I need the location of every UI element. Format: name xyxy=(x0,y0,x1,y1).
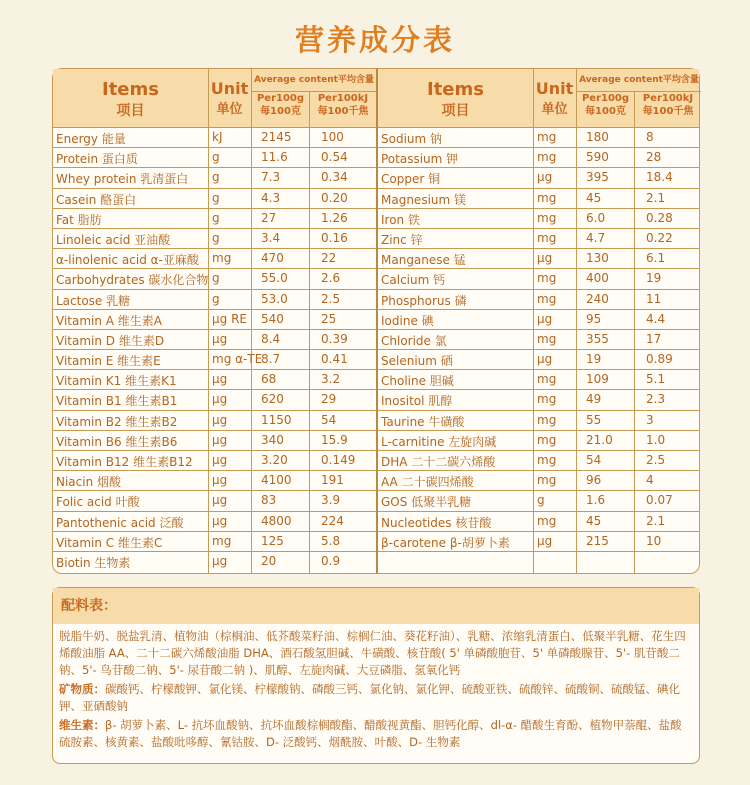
item-name: Vitamin B2 维生素B2 xyxy=(56,414,178,429)
per100kj-cell: 100 xyxy=(321,130,344,144)
per100kj-cell: 0.54 xyxy=(321,150,348,165)
table-row xyxy=(53,167,376,187)
table-row xyxy=(53,531,376,551)
unit-cell: kJ xyxy=(212,130,223,144)
per100g-cell: 2145 xyxy=(261,130,292,144)
per100kj-cell: 18.4 xyxy=(646,170,673,185)
nutrition-table xyxy=(52,68,700,574)
item-name: Selenium 硒 xyxy=(381,354,453,369)
unit-cell: μg xyxy=(212,473,228,488)
per100g-cell: 45 xyxy=(586,513,602,528)
unit-cell: mg xyxy=(537,432,557,447)
item-name: Biotin 生物素 xyxy=(56,555,131,570)
unit-cell: μg xyxy=(212,453,228,467)
table-row xyxy=(378,167,699,187)
per100g-cell: 68 xyxy=(261,372,277,387)
per100g-cell: 3.20 xyxy=(261,453,288,467)
per100g-cell: 7.3 xyxy=(261,170,281,185)
avg-header: Average content平均含量 xyxy=(252,69,376,92)
table-row xyxy=(53,369,376,389)
table-row xyxy=(378,410,699,430)
item-name: Sodium 钠 xyxy=(381,132,443,146)
ingredients-body xyxy=(53,624,699,751)
left-rows xyxy=(53,127,376,571)
table-row xyxy=(378,389,699,409)
per100kj-cn: 每100千焦 xyxy=(642,106,694,117)
per100g-cell: 21.0 xyxy=(586,432,613,447)
item-name: Choline 胆碱 xyxy=(381,374,454,389)
per100g-cell: 1.6 xyxy=(586,493,606,508)
per100kj-cell: 3 xyxy=(646,412,654,427)
unit-cell: mg xyxy=(537,372,557,387)
item-name: Vitamin B1 维生素B1 xyxy=(56,394,178,409)
unit-cell: g xyxy=(212,190,220,205)
item-name: Whey protein 乳清蛋白 xyxy=(56,172,189,187)
unit-cell: μg xyxy=(212,331,228,346)
table-row xyxy=(53,208,376,228)
per100g-cell: 55 xyxy=(586,412,602,427)
unit-cell: μg xyxy=(212,412,228,427)
unit-cell: g xyxy=(212,291,220,306)
table-row xyxy=(53,511,376,531)
per100g-cn: 每100克 xyxy=(585,106,626,117)
per100g-cell: 4.7 xyxy=(586,230,606,245)
item-name: Phosphorus 磷 xyxy=(381,293,467,308)
unit-cell: mg xyxy=(537,331,557,346)
table-row xyxy=(53,349,376,369)
avg-header: Average content平均含量 xyxy=(577,69,701,92)
item-name: Magnesium 镁 xyxy=(381,192,467,207)
item-name: Niacin 烟酸 xyxy=(56,475,122,490)
unit-cell: mg xyxy=(537,291,557,306)
items-header-cn: 项目 xyxy=(116,103,145,119)
per100kj-header xyxy=(635,92,701,127)
per100g-cell: 400 xyxy=(586,271,609,286)
unit-cell: mg α-TE xyxy=(212,352,263,367)
per100kj-cell: 191 xyxy=(321,473,344,488)
table-row xyxy=(378,511,699,531)
per100kj-cell: 4.4 xyxy=(646,311,666,326)
item-name: Vitamin A 维生素A xyxy=(56,313,163,328)
table-row xyxy=(378,147,699,167)
item-name: DHA 二十二碳六烯酸 xyxy=(381,455,496,469)
item-name: Fat 脂肪 xyxy=(56,212,102,227)
items-header-en: Items xyxy=(427,79,484,100)
table-row xyxy=(53,551,376,571)
per100kj-cell: 0.41 xyxy=(321,352,348,367)
per100kj-cell: 29 xyxy=(321,392,337,407)
table-row xyxy=(53,248,376,268)
table-header xyxy=(378,69,699,127)
per100kj-cell: 5.1 xyxy=(646,372,666,387)
item-name: Lactose 乳糖 xyxy=(56,293,131,308)
per100g-en: Per100g xyxy=(581,93,630,104)
unit-cell: mg xyxy=(212,533,232,548)
unit-cell: μg xyxy=(212,392,228,407)
per100kj-cell: 3.9 xyxy=(321,493,341,508)
per100g-cell: 54 xyxy=(586,453,602,467)
item-name: L-carnitine 左旋肉碱 xyxy=(381,434,497,449)
item-name: α-linolenic acid α-亚麻酸 xyxy=(56,253,199,268)
table-row xyxy=(378,289,699,309)
items-header-cn: 项目 xyxy=(441,103,470,119)
item-name: Taurine 牛磺酸 xyxy=(381,414,465,429)
per100kj-cell: 25 xyxy=(321,311,337,326)
per100g-header xyxy=(577,92,635,127)
item-name: Calcium 钙 xyxy=(381,273,446,288)
ingredients-panel xyxy=(52,587,700,764)
per100kj-en: Per100kJ xyxy=(642,93,694,104)
unit-cell: g xyxy=(212,150,220,165)
unit-cell: μg xyxy=(537,311,553,326)
per100kj-cell: 2.5 xyxy=(646,453,666,467)
per100kj-cell: 28 xyxy=(646,150,662,165)
unit-cell: μg xyxy=(537,170,553,185)
unit-cell: μg xyxy=(537,352,553,367)
unit-cell: mg xyxy=(537,473,557,488)
unit-cell: mg xyxy=(537,412,557,427)
item-name: Vitamin K1 维生素K1 xyxy=(56,374,177,389)
table-row xyxy=(378,450,699,470)
per100g-cell: 620 xyxy=(261,392,284,407)
unit-cell: g xyxy=(212,170,220,185)
item-name: Chloride 氯 xyxy=(381,333,447,348)
unit-header xyxy=(208,69,252,127)
unit-cell: mg xyxy=(537,130,557,144)
per100kj-header xyxy=(310,92,376,127)
per100kj-cell: 3.2 xyxy=(321,372,341,387)
per100g-cell: 240 xyxy=(586,291,609,306)
items-header xyxy=(378,69,534,127)
per100g-cn: 每100克 xyxy=(260,106,301,117)
table-header xyxy=(53,69,376,127)
item-name: Zinc 锌 xyxy=(381,232,423,247)
per100kj-cell: 0.89 xyxy=(646,352,673,367)
per100g-cell: 590 xyxy=(586,150,609,165)
unit-cell: μg xyxy=(212,432,228,447)
unit-cell: g xyxy=(212,230,220,245)
table-right-half xyxy=(376,69,699,573)
table-row xyxy=(53,470,376,490)
per100g-cell: 215 xyxy=(586,533,609,548)
per100g-cell: 6.0 xyxy=(586,210,606,225)
vitamins-text: β- 胡萝卜素、L- 抗坏血酸钠、抗坏血酸棕榈酸酯、醋酸视黄酯、胆钙化醇、dl-α- 醋酸生育酚、植物甲萘醌、盐酸硫胺素、核黄素、盐酸吡哆醇、氰钴胺、D- 泛酸钙、烟酰胺、叶酸、D- 生物素 xyxy=(59,718,682,749)
table-row xyxy=(378,188,699,208)
table-row xyxy=(378,228,699,248)
table-row xyxy=(53,188,376,208)
unit-cell: mg xyxy=(537,190,557,205)
item-name: Iron 铁 xyxy=(381,212,420,227)
item-name: Vitamin D 维生素D xyxy=(56,333,165,348)
per100kj-cell: 10 xyxy=(646,533,662,548)
per100g-header xyxy=(252,92,310,127)
per100g-cell: 4800 xyxy=(261,513,292,528)
per100kj-cell: 0.149 xyxy=(321,453,356,467)
per100kj-cell: 5.8 xyxy=(321,533,341,548)
per100g-cell: 49 xyxy=(586,392,602,407)
table-row xyxy=(378,208,699,228)
item-name: Linoleic acid 亚油酸 xyxy=(56,232,171,247)
table-row xyxy=(378,490,699,510)
items-header xyxy=(53,69,209,127)
per100kj-cell: 0.9 xyxy=(321,553,341,568)
table-row xyxy=(53,268,376,288)
item-name: Copper 铜 xyxy=(381,172,441,187)
per100g-cell: 11.6 xyxy=(261,150,288,165)
per100g-cell: 540 xyxy=(261,311,284,326)
unit-cell: μg xyxy=(537,251,553,266)
ingredients-minerals xyxy=(59,681,693,715)
table-row xyxy=(378,309,699,329)
per100kj-cell: 0.22 xyxy=(646,230,673,245)
table-row xyxy=(53,127,376,147)
ingredients-vitamins xyxy=(59,717,693,751)
unit-header-cn: 单位 xyxy=(541,102,568,117)
per100g-cell: 180 xyxy=(586,130,609,144)
per100g-cell: 8.7 xyxy=(261,352,281,367)
item-name: Potassium 钾 xyxy=(381,152,459,167)
item-name: Pantothenic acid 泛酸 xyxy=(56,515,184,530)
unit-cell: μg RE xyxy=(212,311,247,326)
per100g-cell: 96 xyxy=(586,473,602,488)
per100kj-cell: 224 xyxy=(321,513,344,528)
unit-cell: g xyxy=(212,271,220,286)
per100g-cell: 55.0 xyxy=(261,271,288,286)
right-rows xyxy=(378,127,699,571)
per100kj-cell: 2.3 xyxy=(646,392,666,407)
per100g-cell: 95 xyxy=(586,311,602,326)
per100kj-cell: 1.26 xyxy=(321,210,348,225)
per100g-cell: 20 xyxy=(261,553,277,568)
item-name: Vitamin B6 维生素B6 xyxy=(56,434,178,449)
item-name: Protein 蛋白质 xyxy=(56,152,138,167)
per100kj-cell: 22 xyxy=(321,251,337,266)
table-row xyxy=(53,490,376,510)
per100kj-cell: 0.39 xyxy=(321,331,348,346)
per100kj-cn: 每100千焦 xyxy=(317,106,369,117)
per100g-cell: 8.4 xyxy=(261,331,281,346)
per100g-cell: 125 xyxy=(261,533,284,548)
unit-header-en: Unit xyxy=(535,79,574,98)
per100kj-cell: 0.20 xyxy=(321,190,348,205)
table-row xyxy=(378,248,699,268)
per100g-cell: 130 xyxy=(586,251,609,266)
table-left-half xyxy=(53,69,376,573)
per100kj-cell: 0.16 xyxy=(321,230,348,245)
per100g-en: Per100g xyxy=(256,93,305,104)
table-row xyxy=(378,329,699,349)
unit-cell: g xyxy=(212,210,220,225)
item-name: β-carotene β-胡萝卜素 xyxy=(381,535,510,550)
per100g-cell: 27 xyxy=(261,210,277,225)
table-row xyxy=(53,450,376,470)
unit-cell: μg xyxy=(212,513,228,528)
per100kj-cell: 2.5 xyxy=(321,291,341,306)
per100g-cell: 109 xyxy=(586,372,609,387)
item-name: Nucleotides 核苷酸 xyxy=(381,515,492,530)
table-row xyxy=(53,309,376,329)
per100kj-cell: 1.0 xyxy=(646,432,666,447)
per100g-cell: 4100 xyxy=(261,473,292,488)
unit-cell: mg xyxy=(537,230,557,245)
per100kj-cell: 54 xyxy=(321,412,337,427)
unit-cell: μg xyxy=(537,533,553,548)
unit-header-cn: 单位 xyxy=(216,102,243,117)
per100g-cell: 4.3 xyxy=(261,190,281,205)
per100g-cell: 395 xyxy=(586,170,609,185)
per100g-cell: 470 xyxy=(261,251,284,266)
per100g-cell: 355 xyxy=(586,331,609,346)
per100kj-cell: 2.6 xyxy=(321,271,341,286)
per100kj-cell: 8 xyxy=(646,130,654,144)
table-row xyxy=(378,349,699,369)
item-name: Energy 能量 xyxy=(56,132,126,146)
item-name: Folic acid 叶酸 xyxy=(56,495,140,510)
per100g-cell: 1150 xyxy=(261,412,292,427)
unit-cell: mg xyxy=(537,453,557,467)
table-row xyxy=(378,531,699,551)
per100kj-cell: 17 xyxy=(646,331,662,346)
per100g-cell: 19 xyxy=(586,352,602,367)
ingredients-main: 脱脂牛奶、脱盐乳清、植物油（棕榈油、低芥酸菜籽油、棕榈仁油、葵花籽油）、乳糖、浓缩乳清蛋白、低聚半乳糖、花生四烯酸油脂 AA、二十二碳六烯酸油脂 DHA、酒石酸氢胆碱、牛磺酸、核苷酸( 5' 单磷酸胞苷、5' 单磷酸腺苷、5'- 肌苷酸二钠、5'- 鸟苷酸二钠、5'- 尿苷酸二钠 )、肌醇、左旋肉碱、大豆磷脂、氢氧化钙 xyxy=(59,629,686,677)
unit-cell: μg xyxy=(212,372,228,387)
unit-cell: mg xyxy=(537,513,557,528)
table-row xyxy=(53,329,376,349)
table-row xyxy=(53,410,376,430)
item-name: Casein 酪蛋白 xyxy=(56,192,137,207)
unit-cell: mg xyxy=(537,392,557,407)
item-name: Vitamin E 维生素E xyxy=(56,354,161,369)
per100g-cell: 3.4 xyxy=(261,230,281,245)
items-header-en: Items xyxy=(102,79,159,100)
item-name: Vitamin C 维生素C xyxy=(56,535,163,550)
table-row xyxy=(378,430,699,450)
per100kj-en: Per100kJ xyxy=(317,93,369,104)
page-title: 营养成分表 xyxy=(294,23,455,57)
table-row xyxy=(378,470,699,490)
table-row xyxy=(53,389,376,409)
table-row xyxy=(53,228,376,248)
table-row xyxy=(378,551,699,571)
unit-cell: mg xyxy=(537,271,557,286)
per100kj-cell: 0.07 xyxy=(646,493,673,508)
per100kj-cell: 2.1 xyxy=(646,513,666,528)
unit-header xyxy=(533,69,577,127)
per100g-cell: 83 xyxy=(261,493,277,508)
unit-cell: μg xyxy=(212,493,228,508)
minerals-label: 矿物质： xyxy=(59,682,105,696)
per100kj-cell: 4 xyxy=(646,473,654,488)
table-row xyxy=(53,289,376,309)
per100kj-cell: 0.28 xyxy=(646,210,673,225)
minerals-text: 碳酸钙、柠檬酸钾、氯化镁、柠檬酸钠、磷酸三钙、氯化钠、氯化钾、硫酸亚铁、硫酸锌、硫酸铜、硫酸锰、碘化钾、亚硒酸钠 xyxy=(59,682,680,713)
table-row xyxy=(378,268,699,288)
table-row xyxy=(53,147,376,167)
table-row xyxy=(53,430,376,450)
per100kj-cell: 15.9 xyxy=(321,432,348,447)
item-name: Carbohydrates 碳水化合物 xyxy=(56,273,209,288)
item-name: Inositol 肌醇 xyxy=(381,394,453,409)
unit-cell: mg xyxy=(537,210,557,225)
unit-cell: mg xyxy=(537,150,557,165)
per100g-cell: 53.0 xyxy=(261,291,288,306)
item-name: AA 二十碳四烯酸 xyxy=(381,475,474,490)
unit-header-en: Unit xyxy=(210,79,249,98)
vitamins-label: 维生素： xyxy=(59,718,105,732)
per100kj-cell: 19 xyxy=(646,271,662,286)
item-name: Iodine 碘 xyxy=(381,313,434,328)
per100kj-cell: 11 xyxy=(646,291,662,306)
unit-cell: μg xyxy=(212,553,228,568)
per100kj-cell: 0.34 xyxy=(321,170,348,185)
table-row xyxy=(378,127,699,147)
unit-cell: mg xyxy=(212,251,232,266)
per100g-cell: 340 xyxy=(261,432,284,447)
per100g-cell: 45 xyxy=(586,190,602,205)
item-name: Vitamin B12 维生素B12 xyxy=(56,455,193,469)
unit-cell: g xyxy=(537,493,545,508)
ingredients-heading: 配料表： xyxy=(53,588,699,624)
item-name: GOS 低聚半乳糖 xyxy=(381,495,472,510)
per100kj-cell: 6.1 xyxy=(646,251,666,266)
item-name: Manganese 锰 xyxy=(381,253,466,268)
table-row xyxy=(378,369,699,389)
per100kj-cell: 2.1 xyxy=(646,190,666,205)
